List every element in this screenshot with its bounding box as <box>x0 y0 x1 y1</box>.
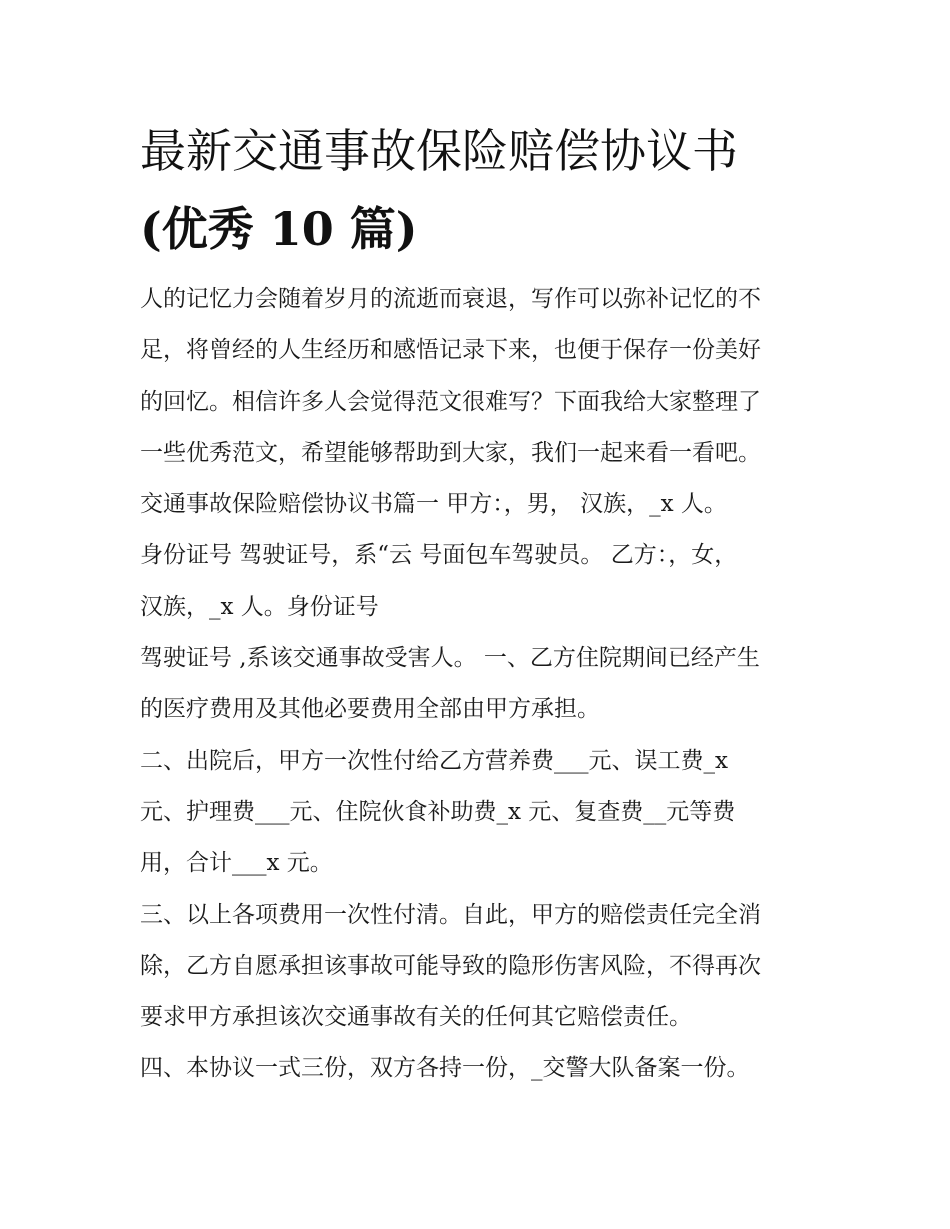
body-line: 的医疗费用及其他必要费用全部由甲方承担。 <box>140 696 600 723</box>
body-line: 汉族，_x 人。身份证号 <box>140 593 379 620</box>
title-line-1: 最新交通事故保险赔偿协议书 <box>140 124 738 178</box>
body-line: 一些优秀范文，希望能够帮助到大家，我们一起来看一看吧。 <box>140 439 761 466</box>
body-line: 的回忆。相信许多人会觉得范文很难写？下面我给大家整理了 <box>140 388 761 415</box>
document-body <box>140 274 820 1095</box>
body-line: 用，合计___x 元。 <box>140 850 333 877</box>
body-line: 除，乙方自愿承担该事故可能导致的隐形伤害风险，不得再次 <box>140 952 761 979</box>
body-line: 交通事故保险赔偿协议书篇一 甲方：，男， 汉族，_x 人。 <box>140 491 727 518</box>
body-line: 四、本协议一式三份，双方各持一份，_交警大队备案一份。 <box>140 1055 750 1082</box>
body-line: 二、出院后，甲方一次性付给乙方营养费___元、误工费_x <box>140 747 728 774</box>
body-line: 要求甲方承担该次交通事故有关的任何其它赔偿责任。 <box>140 1004 692 1031</box>
body-line: 驾驶证号 ,系该交通事故受害人。 一、乙方住院期间已经产生 <box>140 645 760 672</box>
body-line: 元、护理费___元、住院伙食补助费_x 元、复查费__元等费 <box>140 798 736 825</box>
document-title <box>140 112 840 268</box>
body-line: 三、以上各项费用一次性付清。自此，甲方的赔偿责任完全消 <box>140 901 761 928</box>
body-line: 足，将曾经的人生经历和感悟记录下来，也便于保存一份美好 <box>140 337 761 364</box>
title-line-2: (优秀 10 篇) <box>140 202 418 256</box>
body-line: 身份证号 驾驶证号，系“云 号面包车驾驶员。 乙方：，女， <box>140 542 738 569</box>
body-line: 人的记忆力会随着岁月的流逝而衰退，写作可以弥补记忆的不 <box>140 286 761 312</box>
